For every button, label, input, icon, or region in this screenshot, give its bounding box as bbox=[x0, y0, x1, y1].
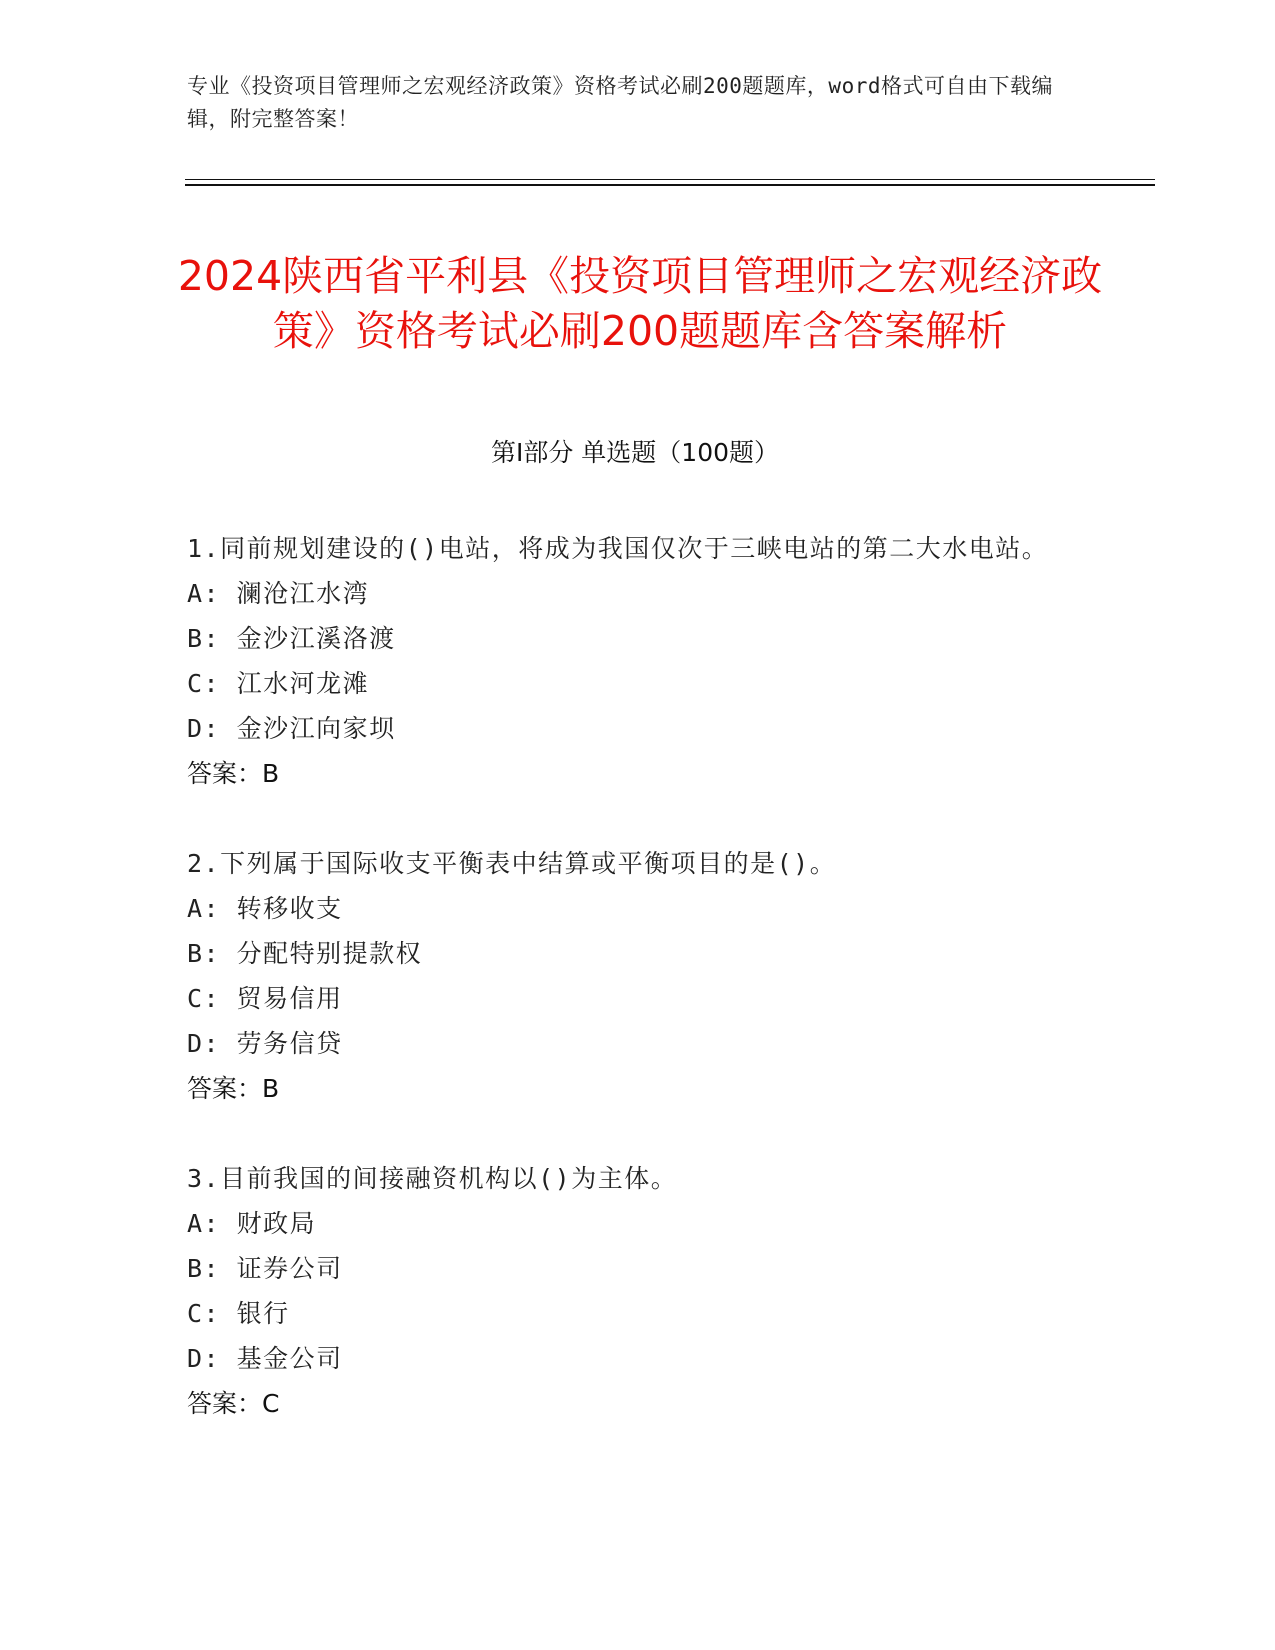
question-text: 1.同前规划建设的()电站，将成为我国仅次于三峡电站的第二大水电站。 bbox=[187, 534, 1049, 563]
question-3 bbox=[187, 1156, 1067, 1426]
option-d: D: 金沙江向家坝 bbox=[187, 714, 396, 743]
document-title: 2024陕西省平利县《投资项目管理师之宏观经济政策》资格考试必刷200题题库含答案解析 bbox=[177, 252, 1103, 356]
question-text: 2.下列属于国际收支平衡表中结算或平衡项目的是()。 bbox=[187, 849, 837, 878]
answer-line: 答案：C bbox=[187, 1389, 280, 1418]
question-text: 3.目前我国的间接融资机构以()为主体。 bbox=[187, 1164, 678, 1193]
option-b: B: 金沙江溪洛渡 bbox=[187, 624, 396, 653]
option-d: D: 劳务信贷 bbox=[187, 1029, 343, 1058]
option-c: C: 江水河龙滩 bbox=[187, 669, 370, 698]
question-list bbox=[187, 526, 1067, 1471]
section-heading: 第Ⅰ部分 单选题（100题） bbox=[490, 438, 780, 467]
header-divider-thick bbox=[185, 184, 1155, 186]
answer-line: 答案：B bbox=[187, 1074, 280, 1103]
option-c: C: 贸易信用 bbox=[187, 984, 343, 1013]
option-a: A: 财政局 bbox=[187, 1209, 317, 1238]
header-note: 专业《投资项目管理师之宏观经济政策》资格考试必刷200题题库，word格式可自由下载编辑，附完整答案！ bbox=[187, 74, 1053, 131]
option-b: B: 分配特别提款权 bbox=[187, 939, 423, 968]
header-divider-thin bbox=[185, 179, 1155, 180]
option-c: C: 银行 bbox=[187, 1299, 290, 1328]
option-a: A: 转移收支 bbox=[187, 894, 343, 923]
question-1 bbox=[187, 526, 1067, 796]
question-2 bbox=[187, 841, 1067, 1111]
answer-line: 答案：B bbox=[187, 759, 280, 788]
option-a: A: 澜沧江水湾 bbox=[187, 579, 370, 608]
option-b: B: 证券公司 bbox=[187, 1254, 343, 1283]
option-d: D: 基金公司 bbox=[187, 1344, 343, 1373]
